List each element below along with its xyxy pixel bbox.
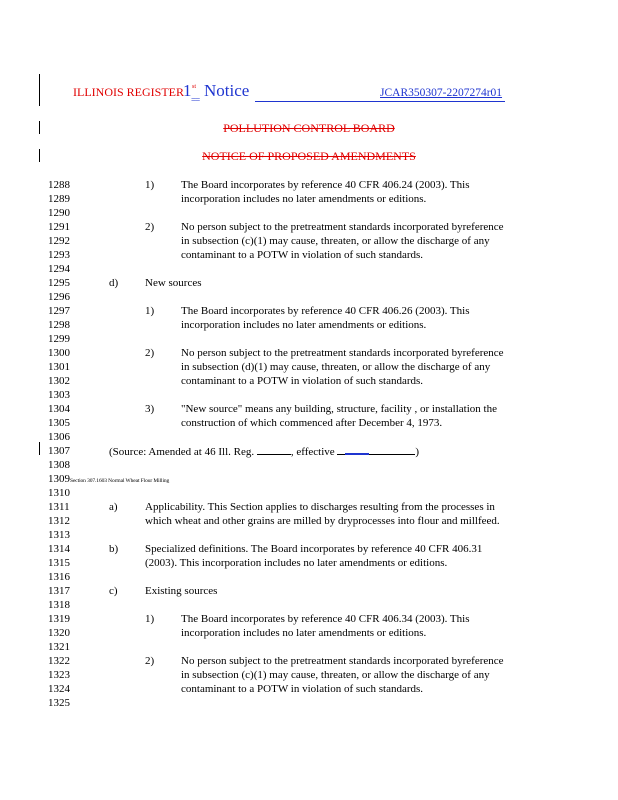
body-text: Specialized definitions. The Board incorporates by reference 40 CFR 406.31 bbox=[145, 543, 483, 555]
body-text: No person subject to the pretreatment standards incorporated byreference bbox=[181, 347, 504, 359]
notice-label: Notice bbox=[204, 81, 250, 100]
line-number: 1304 bbox=[48, 403, 70, 415]
body-text: The Board incorporates by reference 40 CFR 406.34 (2003). This bbox=[181, 613, 470, 625]
line-number: 1292 bbox=[48, 235, 70, 247]
body-text: contaminant to a POTW in violation of such standards. bbox=[181, 683, 424, 695]
line-number: 1293 bbox=[48, 249, 70, 261]
line-number: 1294 bbox=[48, 263, 70, 275]
line-number: 1319 bbox=[48, 613, 70, 625]
source-note-text: (Source: Amended at 46 Ill. Reg. bbox=[109, 446, 255, 458]
line-number: 1296 bbox=[48, 291, 70, 303]
body-text: construction of which commenced after December 4, 1973. bbox=[181, 417, 443, 429]
body-text: The Board incorporates by reference 40 CFR 406.26 (2003). This bbox=[181, 305, 470, 317]
source-note-effective: , effective bbox=[290, 446, 335, 458]
item-marker: 1) bbox=[145, 305, 155, 317]
header-underline bbox=[255, 101, 505, 102]
line-number: 1317 bbox=[48, 585, 70, 597]
line-number: 1315 bbox=[48, 557, 70, 569]
body-text: in subsection (c)(1) may cause, threaten, or allow the discharge of any bbox=[181, 235, 490, 247]
double-underline-mark: == bbox=[191, 95, 200, 105]
line-number: 1301 bbox=[48, 361, 70, 373]
insertion-mark bbox=[345, 453, 369, 455]
document-code: JCAR350307-2207274r01 bbox=[380, 87, 503, 99]
register-title: ILLINOIS REGISTER bbox=[73, 85, 184, 99]
board-title: POLLUTION CONTROL BOARD bbox=[223, 121, 395, 135]
line-number: 1295 bbox=[48, 277, 70, 289]
subsection-marker: c) bbox=[109, 585, 118, 597]
line-number: 1290 bbox=[48, 207, 70, 219]
item-marker: 1) bbox=[145, 179, 155, 191]
line-number: 1305 bbox=[48, 417, 70, 429]
line-number: 1303 bbox=[48, 389, 70, 401]
line-number: 1323 bbox=[48, 669, 70, 681]
line-number: 1308 bbox=[48, 459, 70, 471]
body-text: incorporation includes no later amendments or editions. bbox=[181, 627, 427, 639]
subsection-marker: b) bbox=[109, 543, 119, 555]
notice-title: NOTICE OF PROPOSED AMENDMENTS bbox=[202, 149, 416, 163]
line-number: 1311 bbox=[48, 501, 70, 513]
body-text: in subsection (c)(1) may cause, threaten, or allow the discharge of any bbox=[181, 669, 490, 681]
body-text: incorporation includes no later amendments or editions. bbox=[181, 193, 427, 205]
line-number: 1297 bbox=[48, 305, 70, 317]
source-note-close: ) bbox=[415, 446, 420, 458]
line-number: 1322 bbox=[48, 655, 70, 667]
body-text: "New source" means any building, structure, facility , or installation the bbox=[181, 403, 497, 415]
page-number: 1 bbox=[183, 81, 192, 100]
line-number: 1288 bbox=[48, 179, 70, 191]
line-number: 1314 bbox=[48, 543, 70, 555]
blank-field bbox=[337, 444, 415, 455]
line-number: 1310 bbox=[48, 487, 70, 499]
line-number: 1300 bbox=[48, 347, 70, 359]
body-text: incorporation includes no later amendments or editions. bbox=[181, 319, 427, 331]
line-number: 1307 bbox=[48, 445, 70, 457]
subsection-heading: Existing sources bbox=[145, 585, 218, 597]
body-text: Applicability. This Section applies to discharges resulting from the processes in bbox=[145, 501, 495, 513]
page-number-suffix: st bbox=[192, 84, 197, 90]
body-text: The Board incorporates by reference 40 CFR 406.24 (2003). This bbox=[181, 179, 470, 191]
item-marker: 1) bbox=[145, 613, 155, 625]
change-bar bbox=[39, 74, 40, 106]
subsection-marker: a) bbox=[109, 501, 118, 513]
line-number: 1289 bbox=[48, 193, 70, 205]
line-number: 1316 bbox=[48, 571, 70, 583]
body-text: in subsection (d)(1) may cause, threaten, or allow the discharge of any bbox=[181, 361, 491, 373]
body-text: contaminant to a POTW in violation of such standards. bbox=[181, 249, 424, 261]
line-number: 1302 bbox=[48, 375, 70, 387]
blank-field bbox=[257, 444, 291, 455]
line-number: 1298 bbox=[48, 319, 70, 331]
item-marker: 3) bbox=[145, 403, 155, 415]
body-text: (2003). This incorporation includes no later amendments or editions. bbox=[145, 557, 448, 569]
line-number: 1324 bbox=[48, 683, 70, 695]
body-text: contaminant to a POTW in violation of such standards. bbox=[181, 375, 424, 387]
subsection-heading: New sources bbox=[145, 277, 202, 289]
line-number: 1313 bbox=[48, 529, 70, 541]
body-text: No person subject to the pretreatment standards incorporated byreference bbox=[181, 221, 504, 233]
line-number: 1325 bbox=[48, 697, 70, 709]
section-heading: Section 307.1603 Normal Wheat Flour Milling bbox=[70, 478, 170, 484]
body-text: No person subject to the pretreatment standards incorporated byreference bbox=[181, 655, 504, 667]
item-marker: 2) bbox=[145, 347, 155, 359]
line-number: 1312 bbox=[48, 515, 70, 527]
body-text: which wheat and other grains are milled by dryprocesses into flour and millfeed. bbox=[145, 515, 500, 527]
subsection-marker: d) bbox=[109, 277, 119, 289]
line-number: 1318 bbox=[48, 599, 70, 611]
line-number: 1321 bbox=[48, 641, 70, 653]
line-number: 1299 bbox=[48, 333, 70, 345]
line-number: 1306 bbox=[48, 431, 70, 443]
line-number: 1291 bbox=[48, 221, 70, 233]
item-marker: 2) bbox=[145, 221, 155, 233]
source-note bbox=[109, 444, 419, 459]
change-bar bbox=[39, 442, 40, 455]
line-number: 1309 bbox=[48, 473, 70, 485]
line-number: 1320 bbox=[48, 627, 70, 639]
item-marker: 2) bbox=[145, 655, 155, 667]
